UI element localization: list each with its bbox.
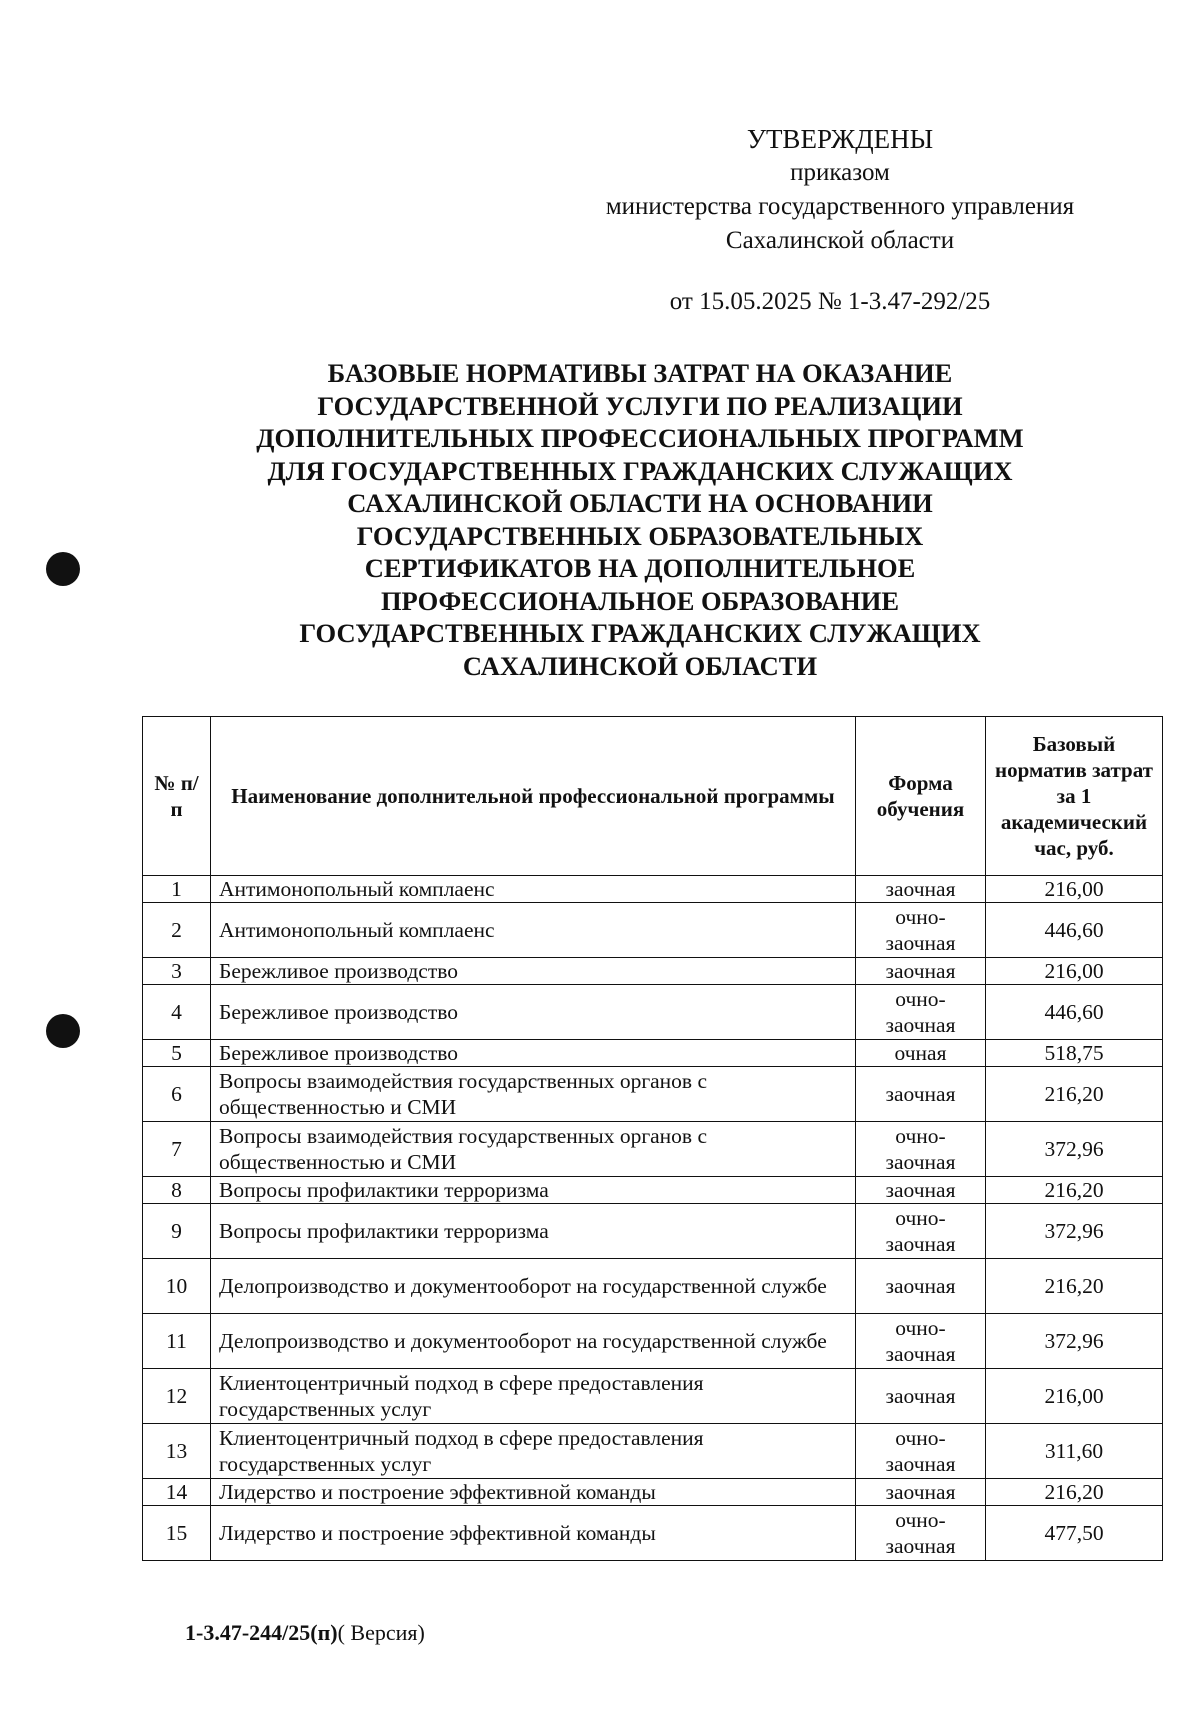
cost-value: 216,00 bbox=[986, 958, 1163, 985]
row-number: 14 bbox=[143, 1479, 211, 1506]
program-name: Лидерство и построение эффективной команды bbox=[211, 1479, 856, 1506]
row-number: 15 bbox=[143, 1506, 211, 1561]
row-number: 3 bbox=[143, 958, 211, 985]
row-number: 9 bbox=[143, 1204, 211, 1259]
study-form: заочная bbox=[856, 1369, 986, 1424]
table-row bbox=[143, 876, 1163, 903]
table-row bbox=[143, 985, 1163, 1040]
row-number: 7 bbox=[143, 1122, 211, 1177]
table-row bbox=[143, 1369, 1163, 1424]
study-form: заочная bbox=[856, 876, 986, 903]
program-name: Антимонопольный комплаенс bbox=[211, 876, 856, 903]
program-name: Вопросы взаимодействия государственных органов с общественностью и СМИ bbox=[211, 1067, 856, 1122]
table-header-row bbox=[143, 717, 1163, 876]
program-name: Вопросы профилактики терроризма bbox=[211, 1177, 856, 1204]
header-form: Форма обучения bbox=[856, 717, 986, 876]
program-name: Антимонопольный комплаенс bbox=[211, 903, 856, 958]
cost-value: 477,50 bbox=[986, 1506, 1163, 1561]
cost-value: 518,75 bbox=[986, 1040, 1163, 1067]
table-row bbox=[143, 1122, 1163, 1177]
header-cost: Базовый норматив затрат за 1 академический час, руб. bbox=[986, 717, 1163, 876]
cost-value: 372,96 bbox=[986, 1314, 1163, 1369]
program-name: Клиентоцентричный подход в сфере предоставления государственных услуг bbox=[211, 1369, 856, 1424]
row-number: 1 bbox=[143, 876, 211, 903]
row-number: 8 bbox=[143, 1177, 211, 1204]
row-number: 11 bbox=[143, 1314, 211, 1369]
row-number: 2 bbox=[143, 903, 211, 958]
program-name: Бережливое производство bbox=[211, 958, 856, 985]
study-form: очно-заочная bbox=[856, 903, 986, 958]
program-name: Бережливое производство bbox=[211, 985, 856, 1040]
program-name: Делопроизводство и документооборот на государственной службе bbox=[211, 1314, 856, 1369]
program-name: Лидерство и построение эффективной команды bbox=[211, 1506, 856, 1561]
document-title: БАЗОВЫЕ НОРМАТИВЫ ЗАТРАТ НА ОКАЗАНИЕ ГОСУДАРСТВЕННОЙ УСЛУГИ ПО РЕАЛИЗАЦИИ ДОПОЛНИТЕЛЬНЫХ ПРОФЕССИОНАЛЬНЫХ ПРОГРАММ ДЛЯ ГОСУДАРСТВЕННЫХ ГРАЖДАНСКИХ СЛУЖАЩИХ САХАЛИНСКОЙ ОБЛАСТИ НА ОСНОВАНИИ ГОСУДАРСТВЕННЫХ ОБРАЗОВАТЕЛЬНЫХ СЕРТИФИКАТОВ НА ДОПОЛНИТЕЛЬНОЕ ПРОФЕССИОНАЛЬНОЕ ОБРАЗОВАНИЕ ГОСУДАРСТВЕННЫХ ГРАЖДАНСКИХ СЛУЖАЩИХ САХАЛИНСКОЙ ОБЛАСТИ bbox=[256, 358, 1024, 681]
table-row bbox=[143, 1424, 1163, 1479]
table-row bbox=[143, 1479, 1163, 1506]
study-form: очно-заочная bbox=[856, 1204, 986, 1259]
study-form: заочная bbox=[856, 1259, 986, 1314]
cost-value: 216,20 bbox=[986, 1067, 1163, 1122]
approval-block bbox=[560, 122, 1120, 258]
table-row bbox=[143, 1177, 1163, 1204]
study-form: заочная bbox=[856, 1067, 986, 1122]
table-row bbox=[143, 1067, 1163, 1122]
study-form: очно-заочная bbox=[856, 1424, 986, 1479]
header-num: № п/п bbox=[143, 717, 211, 876]
cost-value: 216,00 bbox=[986, 876, 1163, 903]
program-name: Делопроизводство и документооборот на государственной службе bbox=[211, 1259, 856, 1314]
table-row bbox=[143, 958, 1163, 985]
study-form: заочная bbox=[856, 958, 986, 985]
footer-code bbox=[185, 1620, 425, 1646]
approval-line-3: Сахалинской области bbox=[725, 227, 955, 254]
cost-value: 446,60 bbox=[986, 985, 1163, 1040]
row-number: 6 bbox=[143, 1067, 211, 1122]
study-form: заочная bbox=[856, 1177, 986, 1204]
table-row bbox=[143, 1040, 1163, 1067]
study-form: очно-заочная bbox=[856, 1506, 986, 1561]
row-number: 4 bbox=[143, 985, 211, 1040]
cost-value: 216,20 bbox=[986, 1177, 1163, 1204]
footer-doc-number: 1-3.47-244/25(п) bbox=[185, 1620, 338, 1645]
program-name: Бережливое производство bbox=[211, 1040, 856, 1067]
study-form: заочная bbox=[856, 1479, 986, 1506]
punch-hole-top bbox=[46, 552, 80, 586]
program-name: Вопросы взаимодействия государственных органов с общественностью и СМИ bbox=[211, 1122, 856, 1177]
study-form: очно-заочная bbox=[856, 985, 986, 1040]
punch-hole-bottom bbox=[46, 1014, 80, 1048]
study-form: очно-заочная bbox=[856, 1314, 986, 1369]
order-reference: от 15.05.2025 № 1-3.47-292/25 bbox=[669, 288, 991, 315]
cost-value: 216,20 bbox=[986, 1259, 1163, 1314]
header-name: Наименование дополнительной профессиональной программы bbox=[211, 717, 856, 876]
footer-version: ( Версия) bbox=[337, 1620, 425, 1645]
cost-value: 311,60 bbox=[986, 1424, 1163, 1479]
table-row bbox=[143, 1204, 1163, 1259]
program-name: Вопросы профилактики терроризма bbox=[211, 1204, 856, 1259]
cost-value: 446,60 bbox=[986, 903, 1163, 958]
approval-title: УТВЕРЖДЕНЫ bbox=[746, 124, 934, 154]
table-row bbox=[143, 1314, 1163, 1369]
cost-value: 372,96 bbox=[986, 1122, 1163, 1177]
row-number: 13 bbox=[143, 1424, 211, 1479]
table-body bbox=[143, 876, 1163, 1561]
program-name: Клиентоцентричный подход в сфере предоставления государственных услуг bbox=[211, 1424, 856, 1479]
table-row bbox=[143, 903, 1163, 958]
study-form: очная bbox=[856, 1040, 986, 1067]
study-form: очно-заочная bbox=[856, 1122, 986, 1177]
approval-line-2: министерства государственного управления bbox=[605, 193, 1075, 220]
table-row bbox=[143, 1259, 1163, 1314]
cost-value: 372,96 bbox=[986, 1204, 1163, 1259]
row-number: 10 bbox=[143, 1259, 211, 1314]
norms-table bbox=[142, 716, 1163, 1561]
cost-value: 216,00 bbox=[986, 1369, 1163, 1424]
row-number: 12 bbox=[143, 1369, 211, 1424]
row-number: 5 bbox=[143, 1040, 211, 1067]
table-row bbox=[143, 1506, 1163, 1561]
approval-line-1: приказом bbox=[790, 159, 890, 186]
cost-value: 216,20 bbox=[986, 1479, 1163, 1506]
